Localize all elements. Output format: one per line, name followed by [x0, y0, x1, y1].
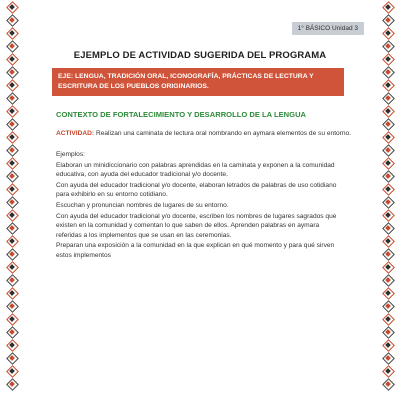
diamond-motif-icon [383, 340, 393, 350]
diamond-motif-icon [383, 275, 393, 285]
diamond-motif-icon [7, 106, 17, 116]
diamond-motif-icon [383, 132, 393, 142]
diamond-motif-icon [7, 340, 17, 350]
diamond-motif-icon [7, 275, 17, 285]
right-border-pattern [381, 2, 395, 398]
diamond-motif-icon [383, 184, 393, 194]
diamond-motif-icon [7, 119, 17, 129]
diamond-motif-icon [7, 93, 17, 103]
diamond-motif-icon [383, 210, 393, 220]
diamond-motif-icon [7, 2, 17, 12]
diamond-motif-icon [383, 158, 393, 168]
examples-label: Ejemplos: [56, 151, 85, 158]
diamond-motif-icon [383, 288, 393, 298]
left-border-pattern [5, 2, 19, 398]
activity-line [56, 130, 356, 137]
diamond-motif-icon [7, 327, 17, 337]
diamond-motif-icon [383, 80, 393, 90]
diamond-motif-icon [383, 327, 393, 337]
diamond-motif-icon [383, 2, 393, 12]
example-item: Con ayuda del educador tradicional y/o docente, escriben los nombres de lugares sagrados que existen en la comunidad y comentan lo que saben de ellos. Aprenden palabras en aymara referidas a los implementos que se usan en las ceremonias. [56, 212, 337, 239]
diamond-motif-icon [7, 67, 17, 77]
diamond-motif-icon [383, 106, 393, 116]
diamond-motif-icon [383, 366, 393, 376]
diamond-motif-icon [7, 353, 17, 363]
diamond-motif-icon [383, 314, 393, 324]
diamond-motif-icon [383, 301, 393, 311]
diamond-motif-icon [383, 262, 393, 272]
diamond-motif-icon [7, 80, 17, 90]
diamond-motif-icon [383, 93, 393, 103]
diamond-motif-icon [7, 210, 17, 220]
diamond-motif-icon [383, 353, 393, 363]
diamond-motif-icon [383, 119, 393, 129]
example-item: Escuchan y pronuncian nombres de lugares de su entorno. [56, 201, 229, 209]
example-item: Preparan una exposición a la comunidad en la que explican en qué momento y para qué sirven estos implementos [56, 242, 335, 259]
example-item: Con ayuda del educador tradicional y/o docente, elaboran letrados de palabras de uso cotidiano para exhibirlo en su entorno cotidiano. [56, 181, 337, 199]
example-item: Elaboran un minidiccionario con palabras aprendidas en la caminata y exponen a la comunidad educativa, con ayuda del educador tradicional y/o docente. [56, 161, 335, 179]
diamond-motif-icon [383, 54, 393, 64]
diamond-motif-icon [7, 262, 17, 272]
diamond-motif-icon [7, 223, 17, 233]
diamond-motif-icon [7, 54, 17, 64]
diamond-motif-icon [7, 288, 17, 298]
diamond-motif-icon [383, 171, 393, 181]
activity-label: ACTIVIDAD: [56, 130, 95, 137]
diamond-motif-icon [7, 314, 17, 324]
diamond-motif-icon [7, 28, 17, 38]
diamond-motif-icon [7, 145, 17, 155]
diamond-motif-icon [383, 197, 393, 207]
diamond-motif-icon [7, 41, 17, 51]
diamond-motif-icon [7, 366, 17, 376]
diamond-motif-icon [7, 236, 17, 246]
diamond-motif-icon [383, 379, 393, 389]
diamond-motif-icon [7, 132, 17, 142]
diamond-motif-icon [7, 184, 17, 194]
diamond-motif-icon [383, 67, 393, 77]
diamond-motif-icon [7, 301, 17, 311]
diamond-motif-icon [383, 249, 393, 259]
diamond-motif-icon [7, 158, 17, 168]
diamond-motif-icon [7, 249, 17, 259]
diamond-motif-icon [7, 15, 17, 25]
diamond-motif-icon [383, 28, 393, 38]
diamond-motif-icon [383, 41, 393, 51]
diamond-motif-icon [7, 379, 17, 389]
diamond-motif-icon [383, 236, 393, 246]
context-heading: CONTEXTO DE FORTALECIMIENTO Y DESARROLLO DE LA LENGUA [56, 110, 307, 119]
examples-block [56, 150, 344, 262]
diamond-motif-icon [7, 171, 17, 181]
diamond-motif-icon [383, 15, 393, 25]
diamond-motif-icon [383, 145, 393, 155]
page-title: EJEMPLO DE ACTIVIDAD SUGERIDA DEL PROGRAMA [73, 50, 327, 61]
diamond-motif-icon [383, 223, 393, 233]
unit-badge: 1° BÁSICO Unidad 3 [292, 22, 364, 35]
diamond-motif-icon [7, 197, 17, 207]
activity-text: Realizan una caminata de lectura oral nombrando en aymara elementos de su entorno. [94, 130, 352, 137]
axis-banner: EJE: LENGUA, TRADICIÓN ORAL, ICONOGRAFÍA, PRÁCTICAS DE LECTURA Y ESCRITURA DE LOS PUEBLOS ORIGINARIOS. [52, 68, 344, 96]
